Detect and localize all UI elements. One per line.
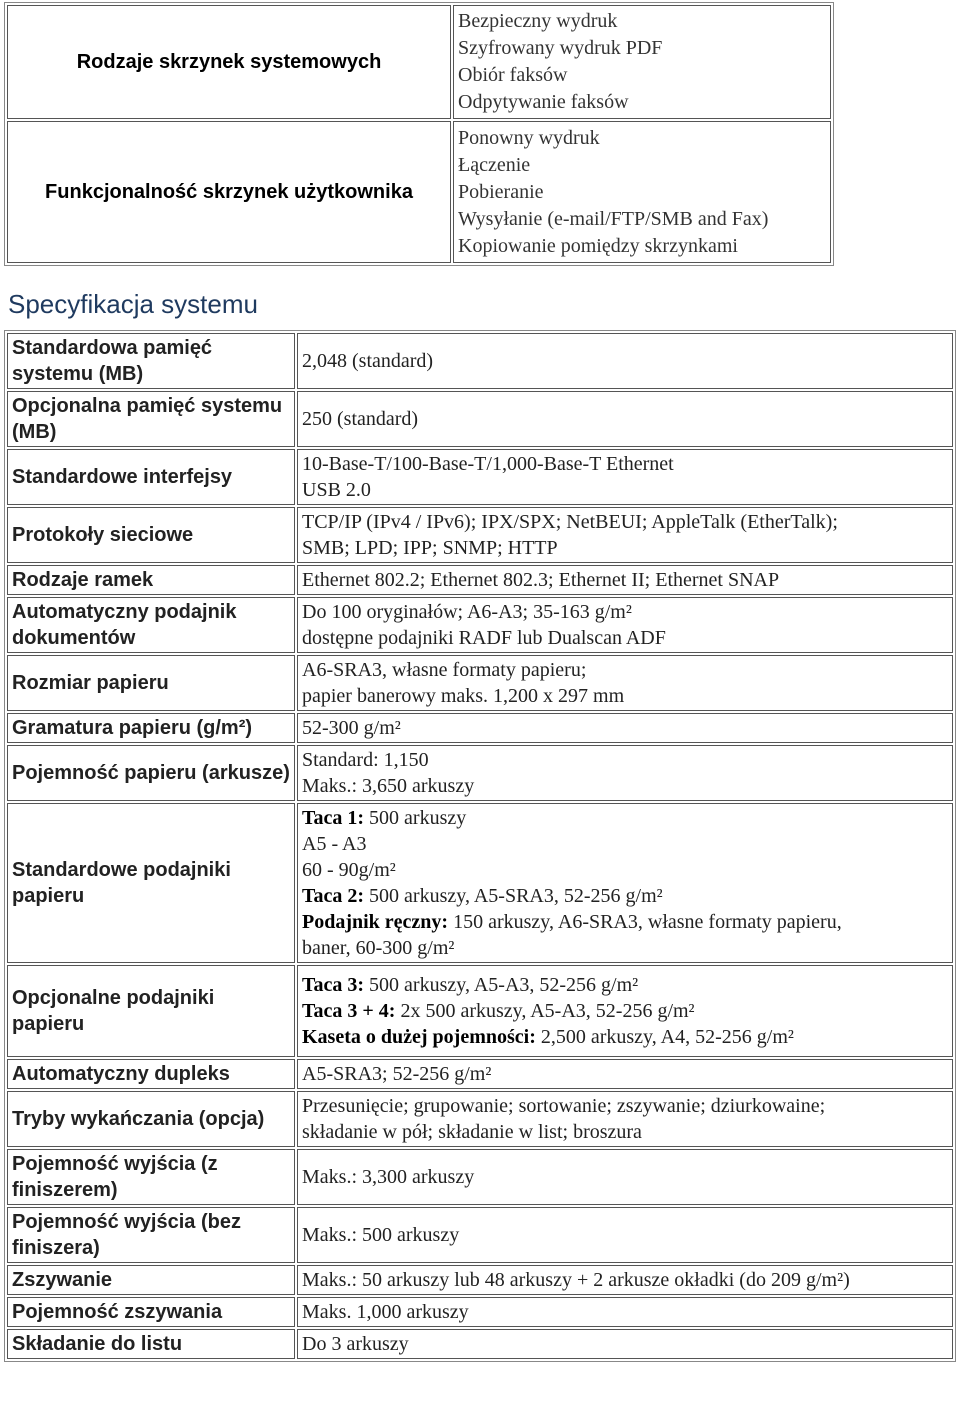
value-line [302, 1061, 948, 1087]
value-line [302, 477, 948, 503]
spec-row [7, 745, 953, 801]
spec-label: Opcjonalne podajniki papieru [7, 965, 295, 1057]
spec-label: Tryby wykańczania (opcja) [7, 1091, 295, 1147]
spec-row [7, 1297, 953, 1327]
spec-row [7, 507, 953, 563]
spec-value [297, 333, 953, 389]
value-term: Taca 2: [302, 885, 365, 907]
value-line [302, 805, 948, 831]
value-text: 52-300 g/m² [302, 717, 401, 739]
value-text: baner, 60-300 g/m² [302, 937, 455, 959]
value-text: Maks.: 500 arkuszy [302, 1224, 460, 1246]
value-line [302, 535, 948, 561]
spec-value [297, 803, 953, 963]
value-line: Łączenie [458, 153, 531, 176]
spec-value [297, 1059, 953, 1089]
spec-label: Zszywanie [7, 1265, 295, 1295]
value-line [302, 1093, 948, 1119]
table-row [7, 5, 831, 119]
spec-label: Protokoły sieciowe [7, 507, 295, 563]
value-line: Obiór faksów [458, 64, 568, 86]
spec-value [297, 449, 953, 505]
spec-value [297, 745, 953, 801]
value-line: Kopiowanie pomiędzy skrzynkami [458, 234, 738, 257]
spec-label: Standardowa pamięć systemu (MB) [7, 333, 295, 389]
value-term: Taca 3 + 4: [302, 1000, 396, 1022]
spec-label: Rodzaje ramek [7, 565, 295, 595]
value-line: Bezpieczny wydruk [458, 10, 618, 32]
value-line [302, 1164, 948, 1190]
row-label: Rodzaje skrzynek systemowych [7, 5, 451, 119]
value-term: Kaseta o dużej pojemności: [302, 1026, 536, 1048]
value-line: Pobieranie [458, 180, 544, 203]
spec-value [297, 1207, 953, 1263]
value-line: Ponowny wydruk [458, 126, 600, 149]
value-line [302, 909, 948, 935]
spec-row [7, 1265, 953, 1295]
value-line [302, 935, 948, 961]
spec-label: Opcjonalna pamięć systemu (MB) [7, 391, 295, 447]
value-text: A6-SRA3, własne formaty papieru; [302, 659, 587, 681]
value-line [302, 348, 948, 374]
value-line [302, 972, 948, 998]
value-text: Do 100 oryginałów; A6-A3; 35-163 g/m² [302, 601, 632, 623]
value-line [302, 1299, 948, 1325]
value-text: 150 arkuszy, A6-SRA3, własne formaty papieru, [448, 911, 842, 933]
value-line [302, 747, 948, 773]
value-line [302, 599, 948, 625]
spec-value [297, 391, 953, 447]
spec-row [7, 1059, 953, 1089]
spec-label: Pojemność wyjścia (bez finiszera) [7, 1207, 295, 1263]
row-value [453, 121, 831, 263]
spec-value [297, 1149, 953, 1205]
table-row [7, 121, 831, 263]
value-line [302, 1119, 948, 1145]
spec-value [297, 1091, 953, 1147]
spec-value [297, 507, 953, 563]
value-line [302, 625, 948, 651]
value-line [302, 406, 948, 432]
value-line [302, 998, 948, 1024]
spec-row [7, 1091, 953, 1147]
value-text: Maks.: 3,300 arkuszy [302, 1166, 475, 1188]
value-text: 500 arkuszy [364, 807, 467, 829]
value-term: Podajnik ręczny: [302, 911, 449, 933]
spec-row [7, 597, 953, 653]
value-line [302, 883, 948, 909]
value-line [302, 1267, 948, 1293]
value-text: A5-SRA3; 52-256 g/m² [302, 1063, 492, 1085]
row-value [453, 5, 831, 119]
value-line: Wysyłanie (e-mail/FTP/SMB and Fax) [458, 207, 769, 230]
value-term: Taca 3: [302, 974, 365, 996]
value-text: 500 arkuszy, A5-A3, 52-256 g/m² [364, 974, 639, 996]
box-types-table [4, 2, 834, 266]
spec-row [7, 655, 953, 711]
system-spec-table [4, 330, 956, 1362]
spec-row [7, 803, 953, 963]
value-text: składanie w pół; składanie w list; broszura [302, 1121, 642, 1143]
value-line [302, 683, 948, 709]
spec-value [297, 1265, 953, 1295]
value-text: dostępne podajniki RADF lub Dualscan ADF [302, 627, 666, 649]
spec-label: Standardowe podajniki papieru [7, 803, 295, 963]
value-term: Taca 1: [302, 807, 365, 829]
value-line [302, 831, 948, 857]
spec-label: Rozmiar papieru [7, 655, 295, 711]
value-line [302, 1222, 948, 1248]
value-line [302, 773, 948, 799]
spec-value [297, 1297, 953, 1327]
spec-label: Pojemność zszywania [7, 1297, 295, 1327]
value-text: 2,500 arkuszy, A4, 52-256 g/m² [535, 1026, 794, 1048]
value-text: Standard: 1,150 [302, 749, 429, 771]
value-text: Maks.: 50 arkuszy lub 48 arkuszy + 2 arkusze okładki (do 209 g/m²) [302, 1269, 850, 1291]
spec-row [7, 565, 953, 595]
spec-row [7, 1207, 953, 1263]
spec-row [7, 713, 953, 743]
value-text: 2,048 (standard) [302, 350, 434, 372]
value-text: 250 (standard) [302, 408, 419, 430]
value-line [302, 567, 948, 593]
value-text: Przesunięcie; grupowanie; sortowanie; zszywanie; dziurkowaine; [302, 1095, 826, 1117]
value-text: 60 - 90g/m² [302, 859, 396, 881]
spec-label: Automatyczny dupleks [7, 1059, 295, 1089]
value-line [302, 657, 948, 683]
value-text: A5 - A3 [302, 833, 367, 855]
spec-label: Automatyczny podajnik dokumentów [7, 597, 295, 653]
value-line [302, 1024, 948, 1050]
value-line: Odpytywanie faksów [458, 91, 629, 113]
spec-row [7, 1329, 953, 1359]
spec-value [297, 713, 953, 743]
value-text: USB 2.0 [302, 479, 371, 501]
spec-label: Standardowe interfejsy [7, 449, 295, 505]
spec-row [7, 1149, 953, 1205]
spec-value [297, 965, 953, 1057]
value-line [302, 715, 948, 741]
spec-label: Gramatura papieru (g/m²) [7, 713, 295, 743]
value-line [302, 1331, 948, 1357]
value-text: 2x 500 arkuszy, A5-A3, 52-256 g/m² [395, 1000, 695, 1022]
value-line: Szyfrowany wydruk PDF [458, 37, 663, 59]
value-line [302, 451, 948, 477]
spec-row [7, 965, 953, 1057]
spec-row [7, 449, 953, 505]
value-text: 10-Base-T/100-Base-T/1,000-Base-T Ethernet [302, 453, 674, 475]
spec-value [297, 655, 953, 711]
value-line [302, 857, 948, 883]
value-text: Ethernet 802.2; Ethernet 802.3; Ethernet II; Ethernet SNAP [302, 569, 780, 591]
value-text: Maks.: 3,650 arkuszy [302, 775, 475, 797]
spec-row [7, 391, 953, 447]
spec-value [297, 597, 953, 653]
section-heading: Specyfikacja systemu [8, 289, 258, 319]
value-text: TCP/IP (IPv4 / IPv6); IPX/SPX; NetBEUI; AppleTalk (EtherTalk); [302, 511, 838, 533]
spec-row [7, 333, 953, 389]
spec-value [297, 565, 953, 595]
spec-label: Pojemność papieru (arkusze) [7, 745, 295, 801]
value-text: papier banerowy maks. 1,200 x 297 mm [302, 685, 625, 707]
spec-value [297, 1329, 953, 1359]
value-text: Do 3 arkuszy [302, 1333, 409, 1355]
spec-label: Pojemność wyjścia (z finiszerem) [7, 1149, 295, 1205]
row-label: Funkcjonalność skrzynek użytkownika [7, 121, 451, 263]
value-text: Maks. 1,000 arkuszy [302, 1301, 469, 1323]
value-text: SMB; LPD; IPP; SNMP; HTTP [302, 537, 558, 559]
value-line [302, 509, 948, 535]
spec-label: Składanie do listu [7, 1329, 295, 1359]
value-text: 500 arkuszy, A5-SRA3, 52-256 g/m² [364, 885, 663, 907]
